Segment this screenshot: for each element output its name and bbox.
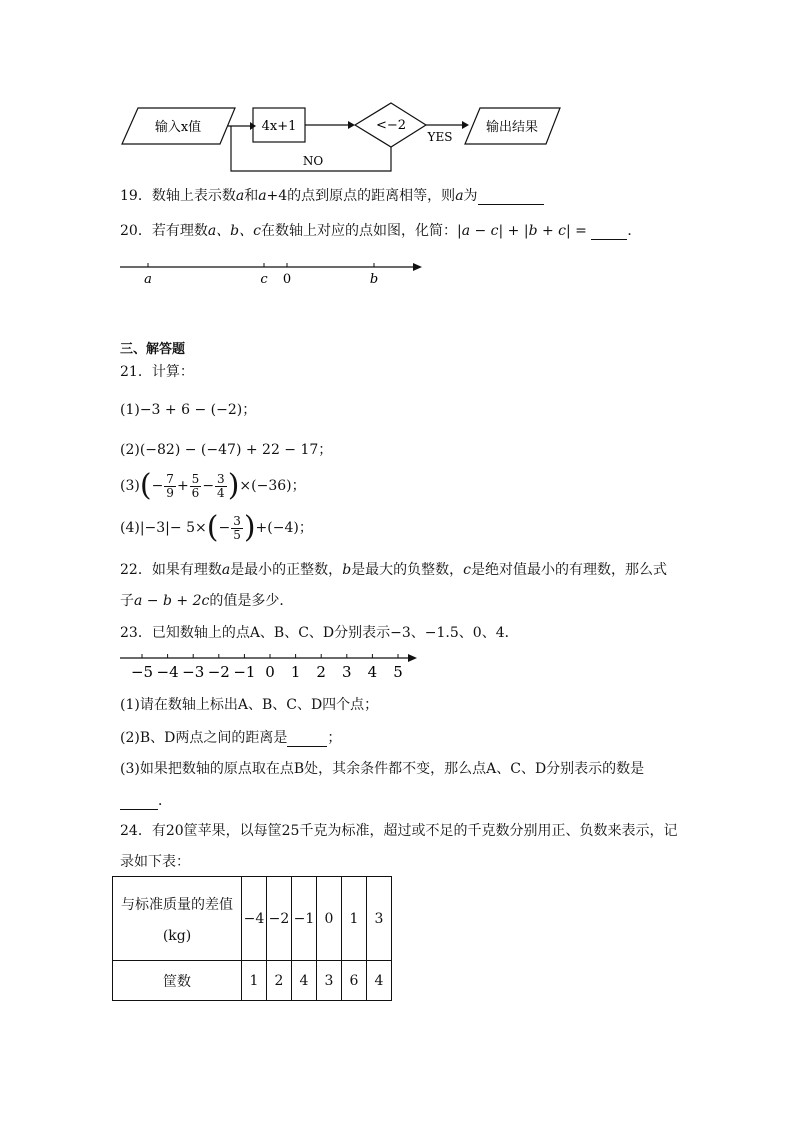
- table-cell: −4: [242, 877, 267, 961]
- question-21-title: 21．计算：: [120, 364, 194, 380]
- question-20: 20．若有理数a、b、c在数轴上对应的点如图，化简：|a − c| + |b + c| = ．: [120, 223, 642, 239]
- flowchart-yes-label: YES: [427, 130, 453, 144]
- question-23-item-3-answer: ．: [120, 792, 172, 810]
- question-23-item-3: (3)如果把数轴的原点取在点B处，其余条件都不变，那么点A、C、D分别表示的数是: [120, 761, 645, 777]
- table-header-cell: [113, 877, 242, 961]
- table-row: [113, 961, 392, 1001]
- tick-label: 5: [393, 663, 403, 680]
- header-label-2: (kg): [162, 927, 192, 944]
- flowchart: [110, 100, 580, 175]
- header-label-1: 与标准质量的差值: [121, 896, 233, 913]
- axis-label-zero: 0: [282, 272, 292, 287]
- count-label-cell: 筐数: [113, 961, 242, 1001]
- section-title: 三、解答题: [120, 342, 186, 357]
- table-cell: −1: [292, 877, 317, 961]
- question-22-line-1: 22．如果有理数a是最小的正整数，b是最大的负整数，c是绝对值最小的有理数，那么式: [120, 562, 667, 578]
- question-23-item-1: (1)请在数轴上标出A、B、C、D四个点；: [120, 697, 379, 713]
- table-cell: 6: [342, 961, 367, 1001]
- number-line-q20: [115, 255, 435, 291]
- flowchart-no-label: NO: [302, 154, 324, 168]
- table-cell: 4: [292, 961, 317, 1001]
- table-cell: −2: [267, 877, 292, 961]
- table-cell: 3: [317, 961, 342, 1001]
- answer-blank-23-3: [120, 795, 158, 810]
- table-row: [113, 877, 392, 961]
- tick-label: 2: [316, 663, 326, 680]
- question-21-item-2: (2)(−82) − (−47) + 22 − 17；: [120, 442, 333, 458]
- question-21-item-1: (1)−3 + 6 − (−2)；: [120, 402, 257, 418]
- tick-label: 0: [265, 663, 275, 680]
- table-cell: 3: [367, 877, 392, 961]
- tick-label: 3: [342, 663, 352, 680]
- difference-table: [112, 876, 392, 1001]
- flowchart-condition-label: <−2: [375, 118, 407, 133]
- axis-label-b: b: [369, 272, 379, 287]
- question-21-item-3: (3)(− $\frac{7}{9}$ + $\frac{5}{6}$ − $\frac{3}{4}$ )×(−36)；: [120, 468, 306, 503]
- table-cell: 1: [342, 877, 367, 961]
- axis-label-c: c: [260, 272, 268, 287]
- answer-blank-20: [591, 225, 627, 240]
- table-cell: 0: [317, 877, 342, 961]
- question-19: 19．数轴上表示数a和a+4的点到原点的距离相等，则a为: [120, 187, 544, 205]
- question-23-intro: 23．已知数轴上的点A、B、C、D分别表示−3、−1.5、0、4．: [120, 625, 519, 641]
- flowchart-box-label: 4x+1: [261, 119, 297, 134]
- tick-label: 1: [290, 663, 301, 680]
- answer-blank-19: [478, 190, 544, 205]
- flowchart-input-label: 输入x值: [154, 120, 202, 135]
- tick-label: 4: [367, 663, 378, 680]
- number-line-q23: [118, 652, 428, 680]
- tick-label: −5: [130, 663, 154, 680]
- tick-label: −3: [182, 663, 205, 680]
- answer-blank-23-2: [287, 732, 327, 747]
- flowchart-output-label: 输出结果: [485, 120, 539, 135]
- question-23-item-2: (2)B、D两点之间的距离是 ；: [120, 730, 342, 746]
- table-cell: 4: [367, 961, 392, 1001]
- axis-label-a: a: [144, 272, 152, 287]
- tick-label: −4: [156, 663, 179, 680]
- question-22-line-2: 子a − b + 2c的值是多少．: [120, 593, 294, 609]
- question-21-item-4: (4)|−3|− 5×(− $\frac{3}{5}$ )+(−4)；: [120, 510, 313, 545]
- question-24-line-2: 录如下表：: [120, 854, 190, 870]
- tick-label: −2: [207, 663, 230, 680]
- table-cell: 2: [267, 961, 292, 1001]
- question-24-line-1: 24．有20筐苹果，以每筐25千克为标准，超过或不足的千克数分别用正、负数来表示，记: [120, 823, 678, 839]
- table-cell: 1: [242, 961, 267, 1001]
- tick-label: −1: [233, 663, 256, 680]
